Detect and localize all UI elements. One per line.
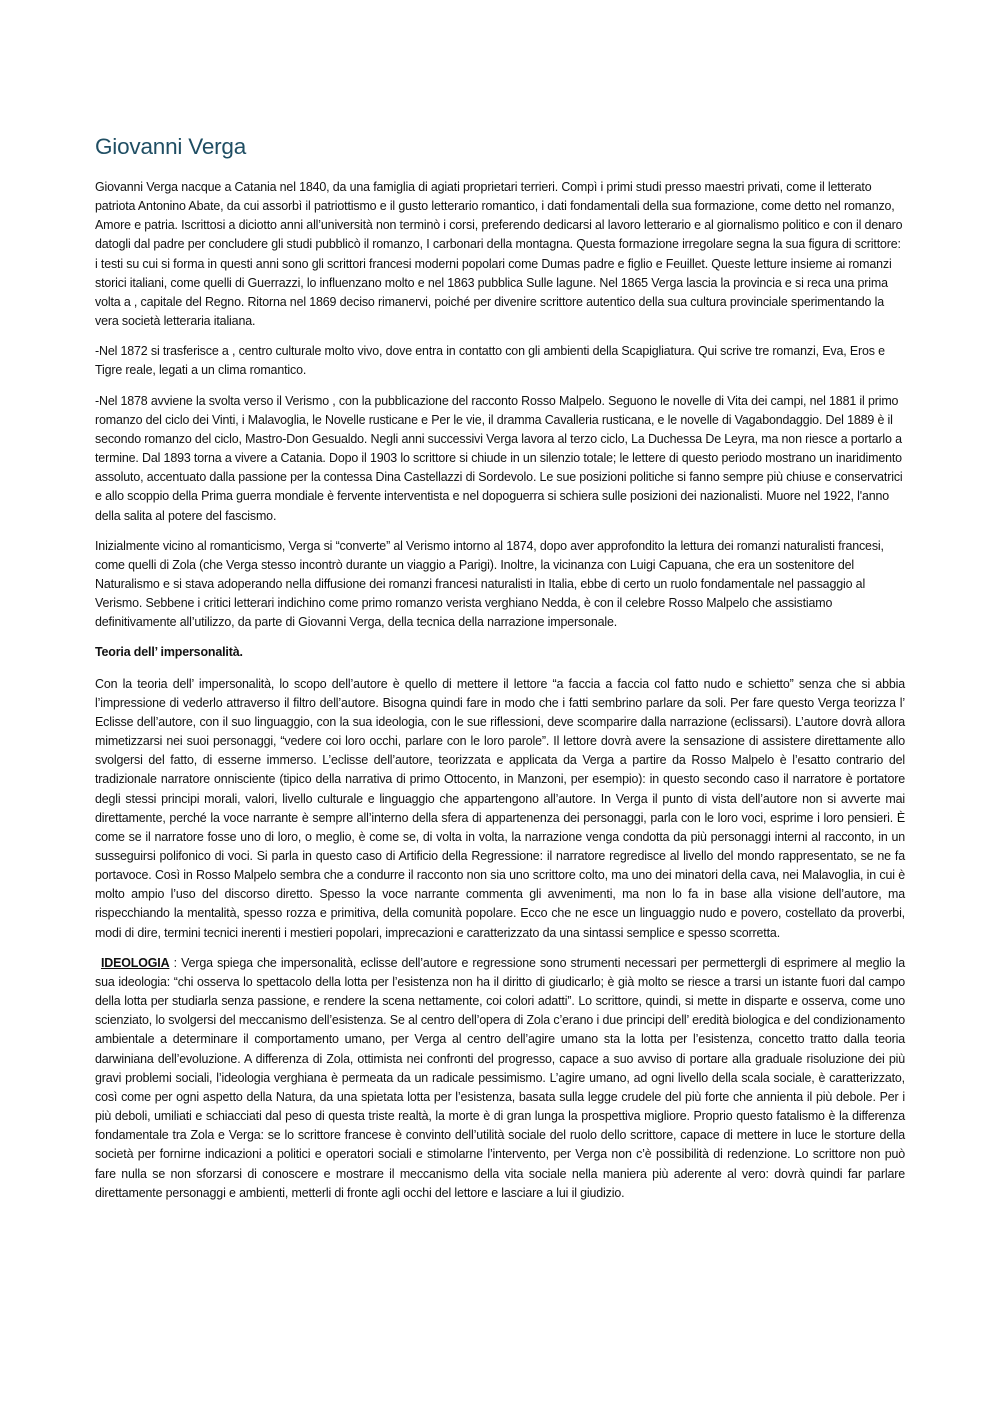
document-title: Giovanni Verga xyxy=(95,134,247,159)
paragraph-biography-early: Giovanni Verga nacque a Catania nel 1840, da una famiglia di agiati proprietari terrieri. Compì i primi studi presso maestri privati, come il letterato patriota Antonino Abate, da cui assorbì il patriottismo e il gusto letterario romantico, i dati fondamentali della sua formazione, come detto nel romanzo, Amore e patria. Iscrittosi a diciotto anni all’università non terminò i corsi, preferendo dedicarsi al lavoro letterario e al giornalismo politico e con il denaro datogli dal padre per concludere gli studi pubblicò il romanzo, I carbonari della montagna. Questa formazione irregolare segna la sua figura di scrittore: i testi su cui si forma in questi anni sono gli scrittori francesi moderni popolari come Dumas padre e figlio e Feuillet. Queste letture insieme ai romanzi storici italiani, come quelli di Guerrazzi, lo influenzano molto e nel 1863 pubblica Sulle lagune. Nel 1865 Verga lascia la provincia e si reca una prima volta a , capitale del Regno. Ritorna nel 1869 deciso rimanervi, poiché per divenire scrittore autentico della sua cultura provinciale sperimentando la vera società letteraria italiana. xyxy=(95,180,903,329)
paragraph-1872: -Nel 1872 si trasferisce a , centro culturale molto vivo, dove entra in contatto con gli ambienti della Scapigliatura. Qui scrive tre romanzi, Eva, Eros e Tigre reale, legati a un clima romantico. xyxy=(95,344,885,378)
paragraph-ideologia xyxy=(95,954,905,1203)
section-heading-impersonalita: Teoria dell’ impersonalità. xyxy=(95,645,243,660)
ideologia-text: : Verga spiega che impersonalità, eclisse dell’autore e regressione sono strumenti necessari per permettergli di esprimere al meglio la sua ideologia: “chi osserva lo spettacolo della lotta per l’esistenza non ha il diritto di giudicarlo; è già molto se riesce a trarsi un istante fuori dal campo della lotta per studiarla senza passione, e rendere la scena nettamente, coi colori adatti”. Lo scrittore, quindi, si mette in disparte e osserva, come uno scienziato, lo svolgersi del meccanismo dell’esistenza. Se al centro dell’opera di Zola c’erano i due principi dell’ eredità biologica e del condizionamento ambientale a determinare il comportamento umano, per Verga al centro dell’agire umano sta la lotta per l’esistenza, concetto tratto dalla teoria darwiniana dell’evoluzione. A differenza di Zola, ottimista nei confronti del progresso, capace a suo avviso di portare alla graduale risoluzione dei più gravi problemi sociali, l’ideologia verghiana è permeata da un radicale pessimismo. L’agire umano, ad ogni livello della scala sociale, è caratterizzato, così come per ogni aspetto della Natura, da una spietata lotta per l’esistenza, basata sulla legge crudele del più forte che annienta il più debole. Per i più deboli, umiliati e schiacciati dal peso di questa triste realtà, la morte è di gran lunga la prospettiva migliore. Proprio questo fatalismo è la differenza fondamentale tra Zola e Verga: se lo scrittore francese è convinto dell’utilità sociale del ruolo dello scrittore, capace di mettere in luce le storture della società per fornirne indicazioni a politici e operatori sociali e stimolarne l’intervento, per Verga non c’è possibilità di redenzione. Lo scrittore non può fare nulla se non sforzarsi di conoscere e mostrare il meccanismo della vita sociale nella maniera più aderente al vero: dovrà quindi far parlare direttamente personaggi e ambienti, metterli di fronte agli occhi del lettore e lasciare a lui il giudizio. xyxy=(95,955,905,1200)
paragraph-impersonalita: Con la teoria dell’ impersonalità, lo scopo dell’autore è quello di mettere il lettore “a faccia a faccia col fatto nudo e schietto” senza che si abbia l’impressione di vederlo attraverso il filtro dell’autore. Bisogna quindi fare in modo che i fatti sembrino parlare da soli. Per fare questo Verga teorizza l’ Eclisse dell’autore, con il suo linguaggio, con la sua ideologia, con le sue riflessioni, deve scomparire dalla narrazione (eclissarsi). L’autore dovrà allora mimetizzarsi nei suoi personaggi, “vedere coi loro occhi, parlare con le loro parole”. Il lettore dovrà avere la sensazione di assistere direttamente allo svolgersi del fatto, di esserne immerso. L’eclisse dell’autore, teorizzata e applicata da Verga a partire da Rosso Malpelo è l’esatto contrario del tradizionale narratore onnisciente (tipico della narrativa di primo Ottocento, in Manzoni, per esempio): in questo secondo caso il narratore è portatore degli stessi principi morali, valori, livello culturale e linguaggio che appartengono all’autore. In Verga il punto di vista dell’autore non si avverte mai direttamente, perché la voce narrante è sempre all’interno della sfera di appartenenza dei personaggi, parla con le loro voci, esprime i loro pensieri. È come se il narratore fosse uno di loro, o meglio, è come se, di volta in volta, la narrazione venga condotta da più personaggi interni al racconto, in un susseguirsi polifonico di voci. Si parla in questo caso di Artificio della Regressione: il narratore regredisce al livello del mondo rappresentato, se ne fa portavoce. Così in Rosso Malpelo sembra che a condurre il racconto non sia uno scrittore colto, ma uno dei minatori della cava, nei Malavoglia, in cui è molto ampio l’uso del discorso diretto. Spesso la voce narrante commenta gli avvenimenti, ma non lo fa in base alla visione dell’autore, ma rispecchiando la mentalità, spesso rozza e primitiva, della comunità popolare. Ecco che ne esce un linguaggio nudo e povero, costellato da proverbi, modi di dire, termini tecnici inerenti i mestieri popolari, imprecazioni e caratterizzato da una sintassi semplice e spesso scorretta. xyxy=(95,676,905,940)
paragraph-1878: -Nel 1878 avviene la svolta verso il Verismo , con la pubblicazione del racconto Rosso Malpelo. Seguono le novelle di Vita dei campi, nel 1881 il primo romanzo del ciclo dei Vinti, i Malavoglia, le Novelle rusticane e Per le vie, il dramma Cavalleria rusticana, e le novelle di Vagabondaggio. Del 1889 è il secondo romanzo del ciclo, Mastro-Don Gesualdo. Negli anni successivi Verga lavora al terzo ciclo, La Duchessa De Leyra, ma non riesce a portarlo a termine. Dal 1893 torna a vivere a Catania. Dopo il 1903 lo scrittore si chiude in un silenzio totale; le lettere di questo periodo mostrano un inaridimento assoluto, accentuato dalla passione per la contessa Dina Castellazzi di Sordevolo. Le sue posizioni politiche si fanno sempre più chiuse e conservatrici e allo scoppio della Prima guerra mondiale è fervente interventista e nel dopoguerra si schiera sulle posizioni dei nazionalisti. Muore nel 1922, l'anno della salita al potere del fascismo. xyxy=(95,393,903,523)
document-page xyxy=(95,130,905,1214)
paragraph-verismo: Inizialmente vicino al romanticismo, Verga si “converte” al Verismo intorno al 1874, dopo aver approfondito la lettura dei romanzi naturalisti francesi, come quelli di Zola (che Verga stesso incontrò durante un viaggio a Parigi). Inoltre, la vicinanza con Luigi Capuana, che era un sostenitore del Naturalismo e si stava adoperando nella diffusione dei romanzi francesi naturalisti in Italia, ebbe di certo un ruolo fondamentale nel passaggio al Verismo. Sebbene i critici letterari indichino come primo romanzo verista verghiano Nedda, è con il celebre Rosso Malpelo che assistiamo definitivamente all’utilizzo, da parte di Giovanni Verga, della tecnica della narrazione impersonale. xyxy=(95,538,884,630)
ideologia-label: IDEOLOGIA xyxy=(101,955,170,970)
